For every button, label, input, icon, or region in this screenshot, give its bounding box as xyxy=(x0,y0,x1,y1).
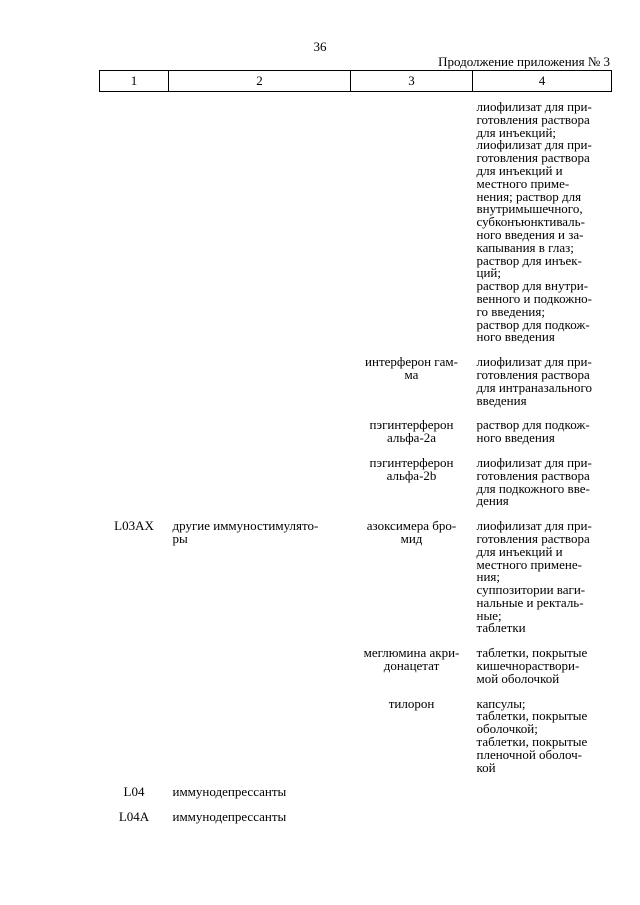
table-row xyxy=(100,698,612,787)
atc-code-cell: L03AX xyxy=(114,518,154,534)
atc-code-cell xyxy=(100,419,169,457)
group-name-cell xyxy=(169,698,351,787)
dosage-form-cell xyxy=(473,647,612,697)
appendix-continuation-label: Продолжение приложения № 3 xyxy=(438,54,610,69)
dosage-form-cell-line: ного введения xyxy=(476,430,555,446)
dosage-form-cell-line: ций; xyxy=(476,265,501,281)
dosage-form-cell-line: для инъекций; xyxy=(476,124,557,140)
dosage-form-cell-line: для интраназального xyxy=(476,379,592,395)
page-number: 36 xyxy=(313,39,327,54)
substance-cell-line: донацетат xyxy=(383,658,440,674)
substance-cell xyxy=(351,647,473,697)
group-name-cell xyxy=(169,811,351,836)
atc-code-cell: L04 xyxy=(123,784,145,800)
substance-cell xyxy=(351,356,473,419)
dosage-form-cell xyxy=(473,811,612,836)
dosage-form-cell-line: пленочной оболоч- xyxy=(476,746,582,762)
substance-cell xyxy=(351,786,473,811)
dosage-form-cell-line: кишечнораствори- xyxy=(476,658,580,674)
substance-cell-line: ма xyxy=(404,366,419,382)
dosage-form-cell-line: лиофилизат для при- xyxy=(476,354,592,370)
group-name-cell-line: другие иммуностимулято- xyxy=(172,518,319,534)
dosage-form-cell-line: раствор для подкож- xyxy=(476,316,590,332)
dosage-form-cell-line: капсулы; xyxy=(476,695,526,711)
dosage-form-cell-line: раствор для внутри- xyxy=(476,278,589,294)
dosage-form-cell xyxy=(473,695,612,787)
substance-cell xyxy=(351,454,473,520)
dosage-form-cell xyxy=(473,454,612,520)
dosage-form-cell-line: для инъекций и xyxy=(476,543,563,559)
dosage-form-cell-line: введения xyxy=(476,392,527,408)
dosage-form-cell-line: ного введения и за- xyxy=(476,226,584,242)
column-header-4: 4 xyxy=(473,71,612,92)
dosage-form-cell xyxy=(473,356,612,419)
substance-cell-line: тилорон xyxy=(388,695,435,711)
group-name-cell xyxy=(169,520,351,647)
table-row xyxy=(100,356,612,419)
group-name-cell-line: иммунодепрессанты xyxy=(172,784,287,800)
table-row xyxy=(100,520,612,647)
header-row xyxy=(100,71,612,92)
group-name-cell xyxy=(169,457,351,520)
substance-cell-line: мид xyxy=(400,530,423,546)
table-row xyxy=(100,786,612,811)
dosage-form-cell-line: лиофилизат для при- xyxy=(476,454,592,470)
dosage-form-cell-line: для инъекций и xyxy=(476,162,563,178)
dosage-form-cell-line: мой оболочкой xyxy=(476,670,560,686)
substance-cell-line: альфа-2а xyxy=(386,430,437,446)
group-name-cell xyxy=(169,92,351,357)
dosage-form-cell-line: нальные и ректаль- xyxy=(476,594,584,610)
dosage-form-cell-line: ния; xyxy=(476,569,501,585)
dosage-form-cell-line: лиофилизат для при- xyxy=(476,99,592,114)
substance-cell-line: альфа-2b xyxy=(386,467,437,483)
dosage-form-cell-line: нения; раствор для xyxy=(476,188,582,204)
dosage-form-cell-line: го введения; xyxy=(476,303,545,319)
dosage-form-cell-line: таблетки xyxy=(476,620,526,636)
table-header xyxy=(100,71,612,92)
column-header-3: 3 xyxy=(351,71,473,92)
dosage-form-cell-line: оболочкой; xyxy=(476,721,538,737)
dosage-form-cell-line: готовления раствора xyxy=(476,366,590,382)
dosage-form-cell-line: субконъюнктиваль- xyxy=(476,214,585,230)
substance-cell xyxy=(351,419,473,457)
substance-cell xyxy=(351,811,473,836)
atc-code-cell xyxy=(100,457,169,520)
group-name-cell xyxy=(169,356,351,419)
dosage-form-cell-line: кой xyxy=(476,759,496,775)
dosage-form-cell-line: венного и подкожно- xyxy=(476,290,593,306)
table-body xyxy=(100,92,612,837)
table-row xyxy=(100,92,612,357)
dosage-form-cell xyxy=(473,92,612,357)
atc-code-cell xyxy=(100,92,169,357)
dosage-form-cell-line: местного приме- xyxy=(476,175,570,191)
substance-cell xyxy=(351,92,473,357)
dosage-form-cell-line: лиофилизат для при- xyxy=(476,518,592,534)
substance-cell xyxy=(351,520,473,647)
dosage-form-cell-line: готовления раствора xyxy=(476,530,590,546)
substance-cell-line: интерферон гам- xyxy=(365,354,458,370)
dosage-form-cell-line: дения xyxy=(476,493,509,509)
dosage-form-cell-line: готовления раствора xyxy=(476,111,590,127)
dosage-form-cell xyxy=(473,786,612,811)
dosage-form-cell-line: готовления раствора xyxy=(476,467,590,483)
table-row xyxy=(100,457,612,520)
dosage-form-cell-line: внутримышечного, xyxy=(476,201,583,217)
dosage-form-cell xyxy=(473,419,612,457)
substance-cell-line: меглюмина акри- xyxy=(363,645,460,661)
dosage-form-cell-line: ного введения xyxy=(476,329,555,345)
dosage-form-cell-line: капывания в глаз; xyxy=(476,239,574,255)
column-header-2: 2 xyxy=(169,71,351,92)
atc-code-cell xyxy=(100,647,169,697)
dosage-form-cell-line: таблетки, покрытые xyxy=(476,708,588,724)
dosage-form-cell-line: местного примене- xyxy=(476,556,582,572)
dosage-form-cell-line: для подкожного вве- xyxy=(476,480,590,496)
dosage-form-cell-line: таблетки, покрытые xyxy=(476,645,588,661)
group-name-cell-line: ры xyxy=(172,530,188,546)
atc-code-cell xyxy=(100,698,169,787)
substance-cell-line: пэгинтерферон xyxy=(369,454,454,470)
substance-cell xyxy=(351,695,473,787)
group-name-cell xyxy=(169,647,351,697)
group-name-cell xyxy=(169,419,351,457)
column-header-1: 1 xyxy=(100,71,169,92)
substance-cell-line: азоксимера бро- xyxy=(366,518,457,534)
group-name-cell xyxy=(169,786,351,811)
atc-code-cell: L04A xyxy=(118,809,150,825)
dosage-form-cell-line: таблетки, покрытые xyxy=(476,734,588,750)
dosage-form-cell-line: раствор для инъек- xyxy=(476,252,582,268)
dosage-form-cell-line: ные; xyxy=(476,607,502,623)
table-row xyxy=(100,811,612,836)
table-row xyxy=(100,647,612,697)
dosage-form-cell-line: раствор для подкож- xyxy=(476,417,590,433)
dosage-form-cell-line: готовления раствора xyxy=(476,150,590,166)
dosage-form-cell xyxy=(473,520,612,647)
atc-code-cell xyxy=(100,356,169,419)
table-row xyxy=(100,419,612,457)
drug-table xyxy=(99,70,612,836)
group-name-cell-line: иммунодепрессанты xyxy=(172,809,287,825)
dosage-form-cell-line: лиофилизат для при- xyxy=(476,137,592,153)
dosage-form-cell-line: суппозитории ваги- xyxy=(476,582,586,598)
substance-cell-line: пэгинтерферон xyxy=(369,417,454,433)
